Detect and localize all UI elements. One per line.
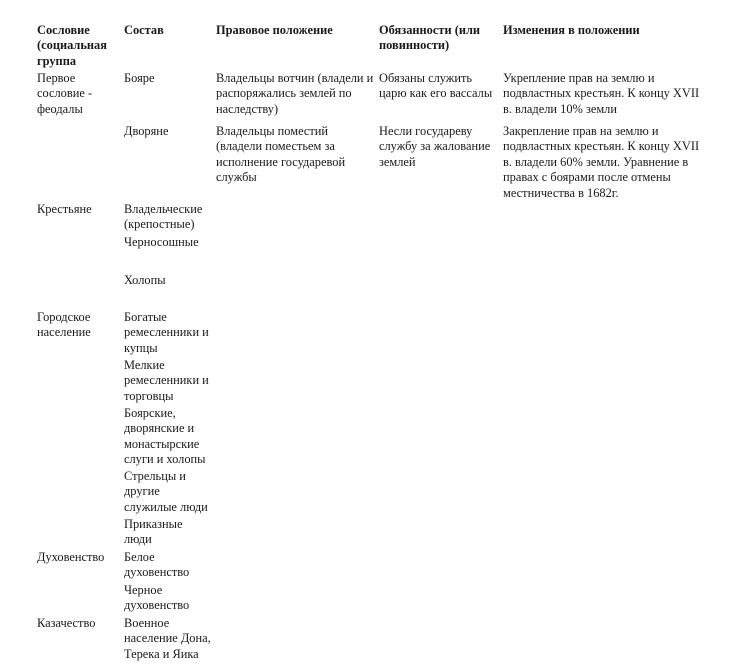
clergy-group: Черное духовенство bbox=[124, 583, 190, 613]
estate-feudals: Первое сословие - феодалы bbox=[37, 71, 93, 116]
legal-status-boyars: Владельцы вотчин (владели и распоряжались землей по наследству) bbox=[216, 71, 374, 116]
clergy-group: Белое духовенство bbox=[124, 550, 190, 580]
estate-clergy: Духовенство bbox=[37, 550, 105, 564]
changes-boyars: Укрепление прав на землю и подвластных крестьян. К концу XVII в. владели 10% земли bbox=[503, 71, 700, 116]
peasants-group: Владельческие (крепостные) bbox=[124, 202, 203, 232]
header-changes: Изменения в положении bbox=[503, 23, 640, 37]
townspeople-group: Богатые ремесленники и купцы bbox=[124, 310, 209, 355]
estate-townspeople: Городское население bbox=[37, 310, 91, 340]
cossacks-group: Военное население Дона, Терека и Яика bbox=[124, 616, 211, 661]
legal-status-nobles: Владельцы поместий (владели поместьем за исполнение государевой службы bbox=[216, 124, 346, 185]
composition-nobles: Дворяне bbox=[124, 124, 169, 138]
estate-cossacks: Казачество bbox=[37, 616, 96, 630]
townspeople-group: Приказные люди bbox=[124, 517, 183, 547]
peasants-group: Черносошные bbox=[124, 235, 199, 249]
header-estate: Сословие (социальная группа bbox=[37, 23, 107, 68]
townspeople-group: Стрельцы и другие служилые люди bbox=[124, 469, 208, 514]
header-composition: Состав bbox=[124, 23, 164, 37]
townspeople-group: Мелкие ремесленники и торговцы bbox=[124, 358, 209, 403]
composition-boyars: Бояре bbox=[124, 71, 155, 85]
header-legal-status: Правовое положение bbox=[216, 23, 333, 37]
changes-nobles: Закрепление прав на землю и подвластных крестьян. К концу XVII в. владели 60% земли. Уравнение в правах с боярами после отмены местничества в 1682г. bbox=[503, 124, 700, 200]
estate-peasants: Крестьяне bbox=[37, 202, 92, 216]
duties-boyars: Обязаны служить царю как его вассалы bbox=[379, 71, 493, 101]
header-duties: Обязанности (или повинности) bbox=[379, 23, 481, 53]
duties-nobles: Несли государеву службу за жалование землей bbox=[379, 124, 491, 169]
townspeople-group: Боярские, дворянские и монастырские слуги и холопы bbox=[124, 406, 206, 467]
peasants-group: Холопы bbox=[124, 273, 166, 287]
